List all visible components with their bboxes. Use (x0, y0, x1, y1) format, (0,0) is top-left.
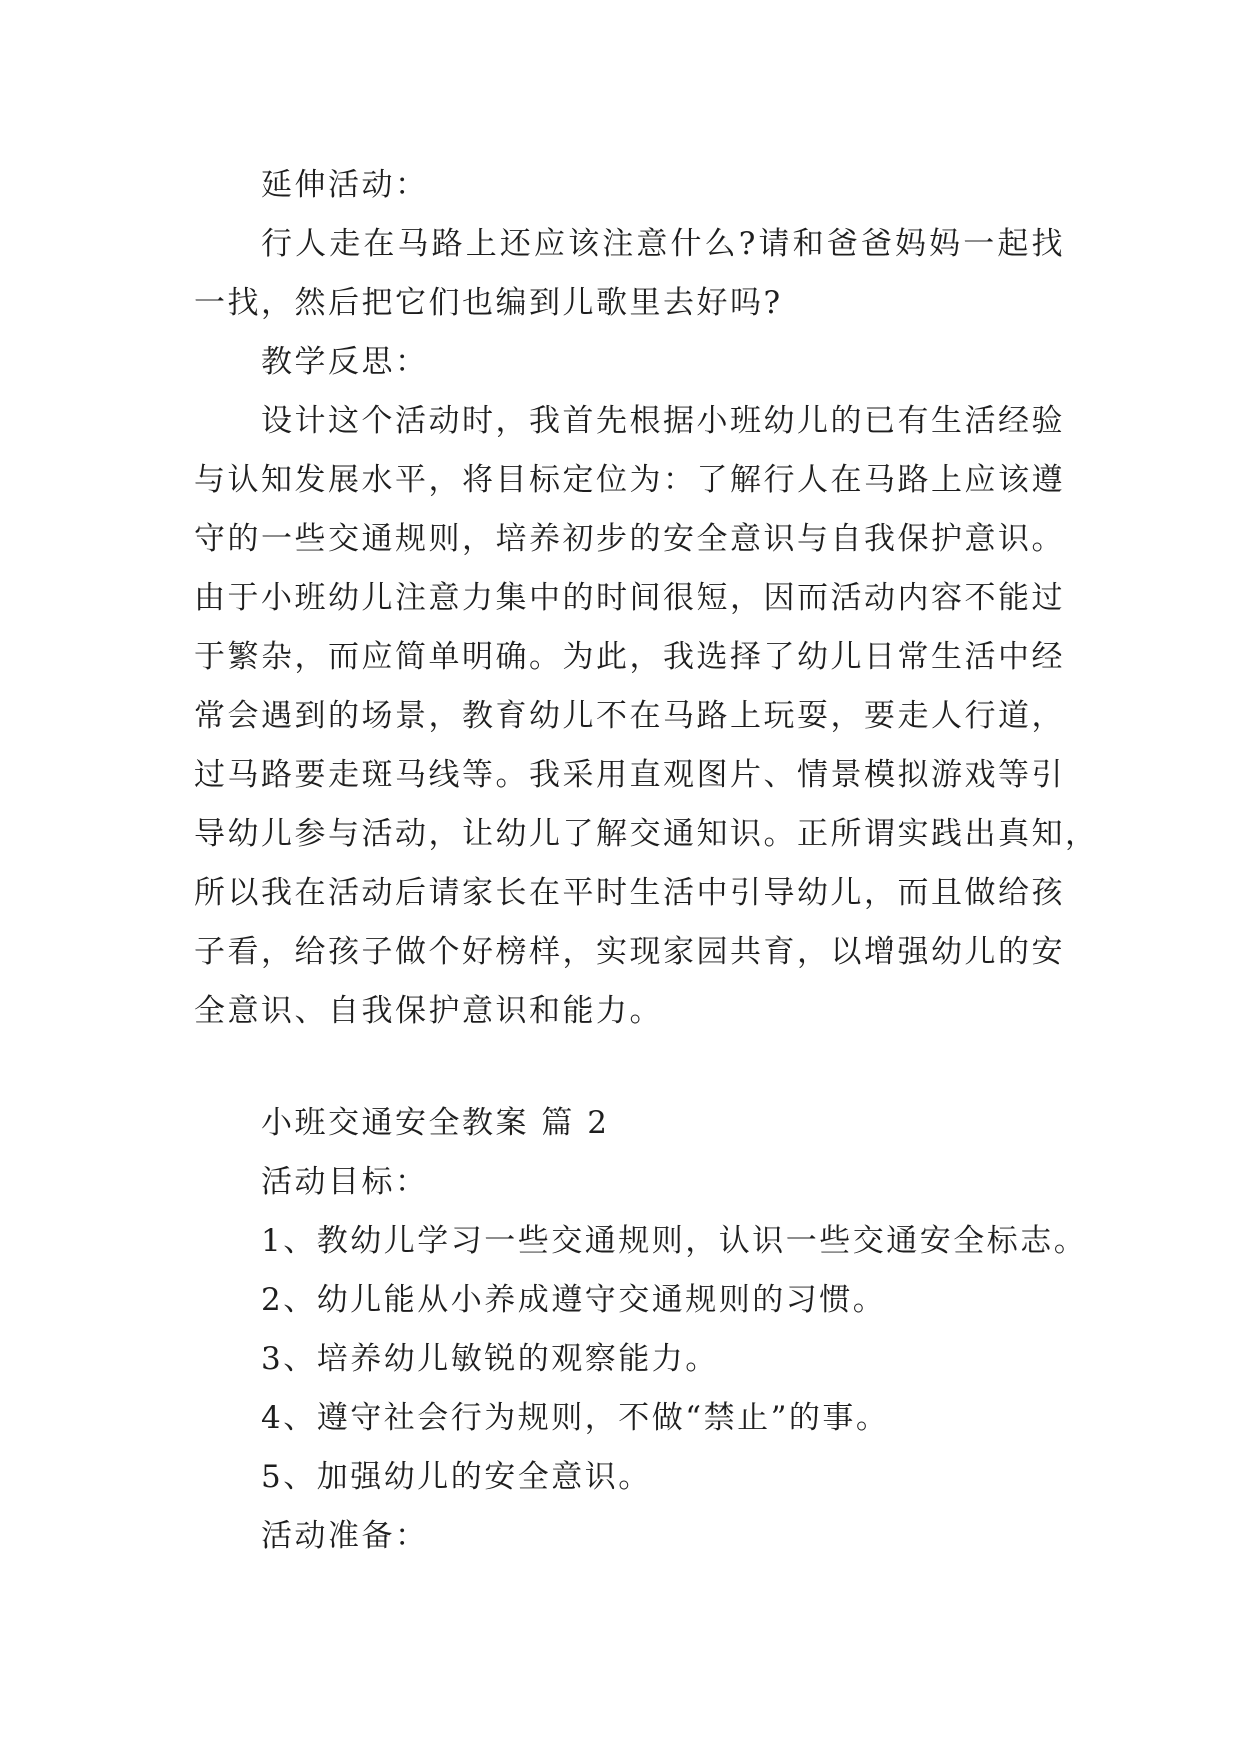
goals-heading: 活动目标： (261, 1164, 429, 1200)
paragraph-line: 常会遇到的场景，教育幼儿不在马路上玩耍，要走人行道， (194, 698, 1065, 734)
goal-item: 5、加强幼儿的安全意识。 (261, 1459, 652, 1495)
lesson-plan-section-2 (194, 1094, 1088, 1566)
paragraph-line: 与认知发展水平，将目标定位为：了解行人在马路上应该遵 (194, 462, 1065, 498)
extension-heading: 延伸活动： (261, 167, 429, 203)
paragraph-line: 设计这个活动时，我首先根据小班幼儿的已有生活经验 (261, 403, 1065, 439)
goal-item: 1、教幼儿学习一些交通规则，认识一些交通安全标志。 (261, 1223, 1088, 1259)
paragraph-line: 于繁杂，而应简单明确。为此，我选择了幼儿日常生活中经 (194, 639, 1065, 675)
paragraph-line: 导幼儿参与活动，让幼儿了解交通知识。正所谓实践出真知， (194, 816, 1099, 852)
goal-item: 3、培养幼儿敏锐的观察能力。 (261, 1341, 719, 1377)
section-title: 小班交通安全教案 篇 2 (261, 1105, 610, 1141)
paragraph-line: 全意识、自我保护意识和能力。 (194, 993, 663, 1029)
reflection-heading: 教学反思： (261, 344, 429, 380)
paragraph-line: 子看，给孩子做个好榜样，实现家园共育，以增强幼儿的安 (194, 934, 1065, 970)
extension-section (194, 156, 1065, 333)
reflection-section (194, 333, 1099, 1041)
preparation-heading: 活动准备： (261, 1518, 429, 1554)
paragraph-line: 过马路要走斑马线等。我采用直观图片、情景模拟游戏等引 (194, 757, 1065, 793)
goal-item: 2、幼儿能从小养成遵守交通规则的习惯。 (261, 1282, 887, 1318)
paragraph-line: 所以我在活动后请家长在平时生活中引导幼儿，而且做给孩 (194, 875, 1065, 911)
paragraph-line: 由于小班幼儿注意力集中的时间很短，因而活动内容不能过 (194, 580, 1065, 616)
document-body (194, 156, 1099, 1566)
paragraph-line: 守的一些交通规则，培养初步的安全意识与自我保护意识。 (194, 521, 1065, 557)
paragraph-line: 一找，然后把它们也编到儿歌里去好吗? (194, 285, 783, 321)
paragraph-line: 行人走在马路上还应该注意什么?请和爸爸妈妈一起找 (261, 226, 1065, 262)
goal-item: 4、遵守社会行为规则，不做“禁止”的事。 (261, 1400, 890, 1436)
